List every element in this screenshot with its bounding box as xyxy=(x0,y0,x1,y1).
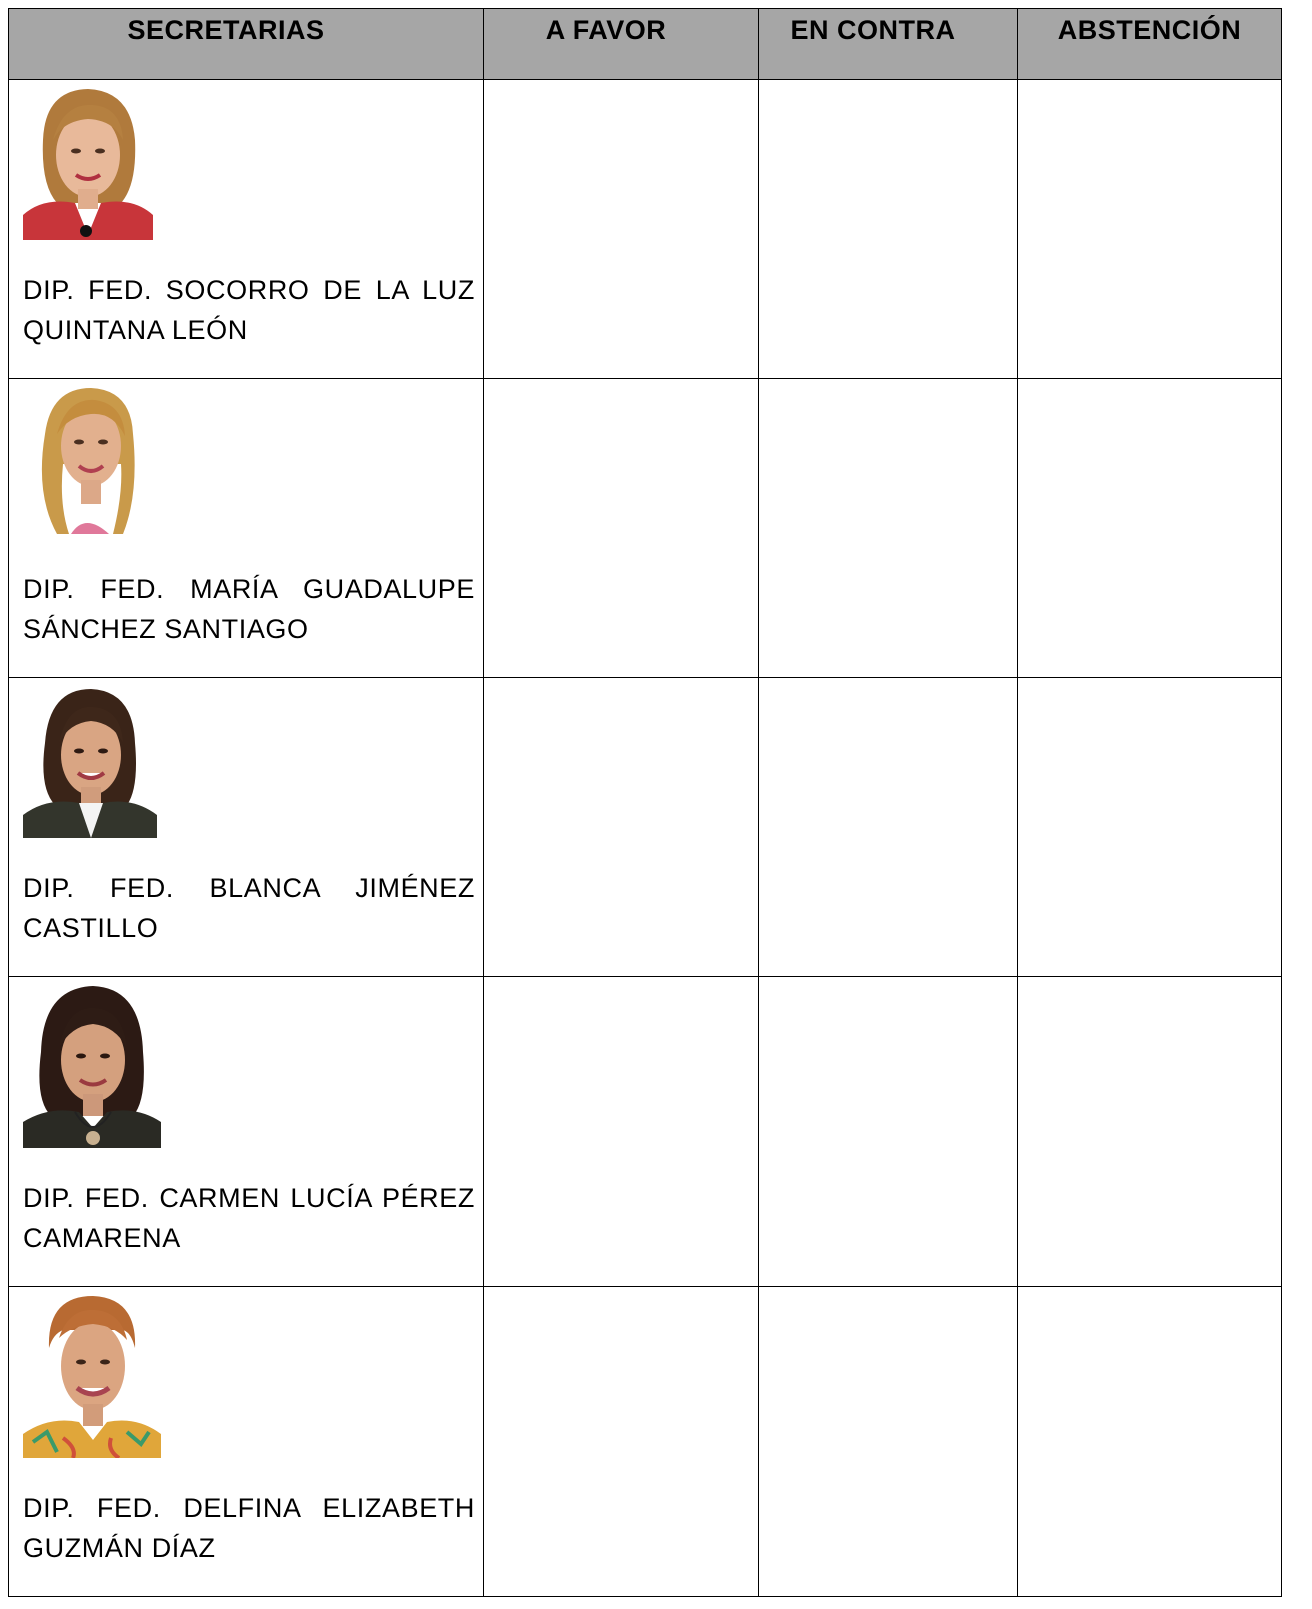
table-row xyxy=(9,678,1282,977)
a-favor-cell xyxy=(484,80,759,379)
a-favor-cell xyxy=(484,379,759,678)
a-favor-cell xyxy=(484,678,759,977)
member-photo xyxy=(23,1292,161,1458)
en-contra-cell xyxy=(759,1287,1018,1597)
member-name: DIP. FED. MARÍA GUADALUPE SÁNCHEZ SANTIAGO xyxy=(23,574,475,644)
en-contra-cell xyxy=(759,379,1018,678)
en-contra-cell xyxy=(759,80,1018,379)
header-row xyxy=(9,9,1282,80)
member-photo xyxy=(23,384,157,539)
member-cell xyxy=(9,1287,484,1597)
a-favor-cell xyxy=(484,1287,759,1597)
member-photo xyxy=(23,85,153,240)
abstencion-cell xyxy=(1018,1287,1282,1597)
abstencion-cell xyxy=(1018,379,1282,678)
header-a-favor: A FAVOR xyxy=(484,9,759,80)
member-cell xyxy=(9,678,484,977)
member-name: DIP. FED. SOCORRO DE LA LUZ QUINTANA LEÓN xyxy=(23,275,475,345)
table-row xyxy=(9,80,1282,379)
member-cell xyxy=(9,379,484,678)
abstencion-cell xyxy=(1018,977,1282,1287)
en-contra-cell xyxy=(759,678,1018,977)
member-name: DIP. FED. CARMEN LUCÍA PÉREZ CAMARENA xyxy=(23,1183,475,1253)
member-name: DIP. FED. BLANCA JIMÉNEZ CASTILLO xyxy=(23,873,475,943)
member-name: DIP. FED. DELFINA ELIZABETH GUZMÁN DÍAZ xyxy=(23,1493,475,1563)
a-favor-cell xyxy=(484,977,759,1287)
en-contra-cell xyxy=(759,977,1018,1287)
table-row xyxy=(9,1287,1282,1597)
table-row xyxy=(9,977,1282,1287)
abstencion-cell xyxy=(1018,678,1282,977)
header-secretarias: SECRETARIAS xyxy=(9,9,484,80)
vote-table xyxy=(8,8,1282,1597)
abstencion-cell xyxy=(1018,80,1282,379)
header-en-contra: EN CONTRA xyxy=(759,9,1018,80)
member-cell xyxy=(9,977,484,1287)
member-photo xyxy=(23,982,161,1148)
table-row xyxy=(9,379,1282,678)
member-cell xyxy=(9,80,484,379)
member-photo xyxy=(23,683,157,838)
header-abstencion: ABSTENCIÓN xyxy=(1018,9,1282,80)
